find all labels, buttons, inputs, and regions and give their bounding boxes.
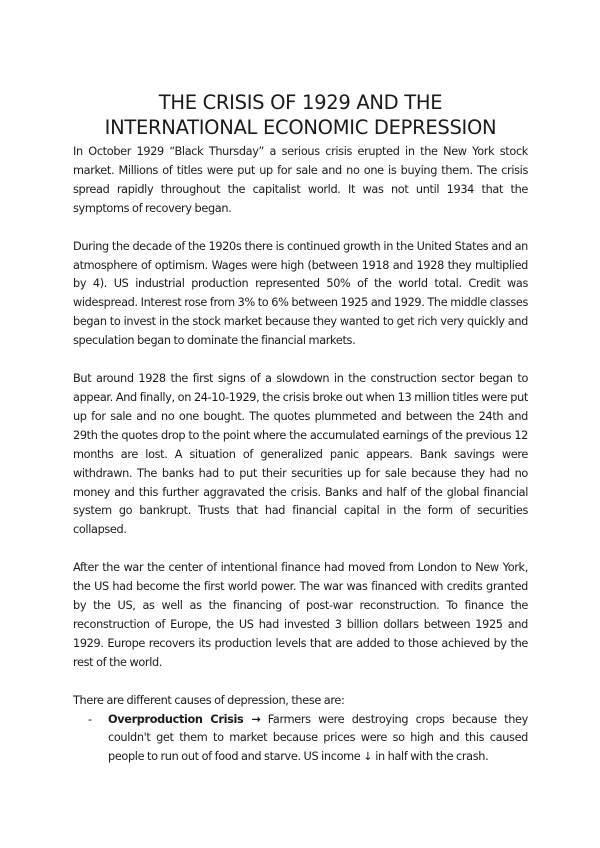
list-item xyxy=(73,711,528,768)
document-title xyxy=(73,90,528,140)
paragraph-1920s-growth: During the decade of the 1920s there is continued growth in the United States and an atmosphere of optimism. Wages were high (between 1918 and 1928 they multiplied by 4). US industrial production represented 50% of the world total. Credit was widespread. Interest rose from 3% to 6% between 1925 and 1929. The middle classes began to invest in the stock market because they wanted to get rich very quickly and speculation began to dominate the financial markets. xyxy=(73,239,528,348)
cause-title: Overproduction Crisis → xyxy=(108,712,261,726)
document-page xyxy=(73,90,528,767)
title-line-1: THE CRISIS OF 1929 AND THE xyxy=(158,91,443,114)
paragraph-crash: But around 1928 the first signs of a slowdown in the construction sector began to appear. And finally, on 24-10-1929, the crisis broke out when 13 million titles were put up for sale and no one bought. The quotes plummeted and between the 24th and 29th the quotes drop to the point where the accumulated earnings of the previous 12 months are lost. A situation of generalized panic appears. Bank savings were withdrawn. The banks had to put their securities up for sale because they had no money and this further aggravated the crisis. Banks and half of the global financial system go bankrupt. Trusts that had financial capital in the form of securities collapsed. xyxy=(73,372,528,537)
cause-text: Farmers were destroying crops because they couldn't get them to market because prices were so high and this caused people to run out of food and starve. US income ↓ in half with the crash. xyxy=(108,712,528,764)
paragraph-post-war-finance: After the war the center of intentional finance had moved from London to New York, the US had become the first world power. The war was financed with credits granted by the US, as well as the financing of post-war reconstruction. To finance the reconstruction of Europe, the US had invested 3 billion dollars between 1925 and 1929. Europe recovers its production levels that are added to those achieved by the rest of the world. xyxy=(73,561,528,669)
causes-list xyxy=(73,711,528,768)
paragraph-black-thursday: In October 1929 “Black Thursday” a serious crisis erupted in the New York stock market. Millions of titles were put up for sale and no one is buying them. The crisis spread rapidly throughout the capitalist world. It was not until 1934 that the symptoms of recovery began. xyxy=(73,145,528,215)
causes-intro: There are different causes of depression, these are: xyxy=(73,693,345,707)
title-line-2: INTERNATIONAL ECONOMIC DEPRESSION xyxy=(104,116,497,139)
bullet-dash: - xyxy=(88,712,92,726)
